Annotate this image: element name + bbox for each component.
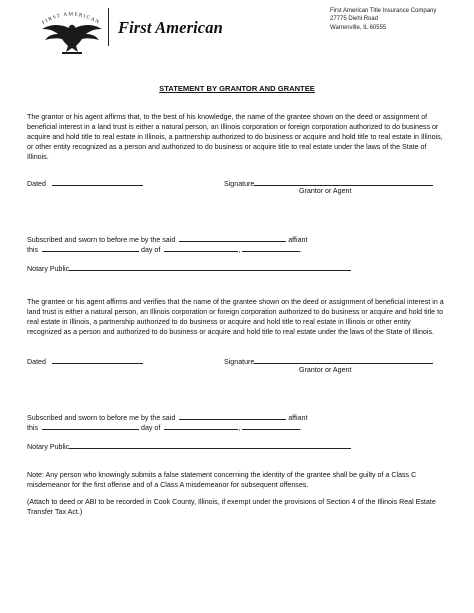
grantor-month-field[interactable] [164, 244, 241, 254]
this-label: this [27, 246, 39, 254]
company-name: First American Title Insurance Company [330, 8, 437, 14]
notary-label: Notary Public [27, 443, 70, 451]
period: . [300, 246, 303, 254]
penalty-note: Note: Any person who knowingly submits a false statement concerning the identity of the grantee shall be guilty of a Class C misdemeanor for the first offense and of a Class A misdemeanor for subsequent offenses. [27, 471, 417, 489]
affiant-label: affiant [288, 236, 308, 244]
day-of-label: day of [141, 246, 161, 254]
grantee-notary-line [27, 441, 351, 452]
grantor-notary-line [27, 263, 351, 274]
period: . [300, 424, 303, 432]
grantee-dated-line [27, 356, 143, 367]
grantor-signature-field[interactable] [254, 178, 433, 186]
grantee-signer-caption: Grantor or Agent [299, 366, 352, 374]
grantor-dated-field[interactable] [52, 178, 143, 186]
signature-label: Signature [224, 180, 255, 188]
svg-text:FIRST AMERICAN: FIRST AMERICAN [40, 11, 102, 27]
notary-label: Notary Public [27, 265, 70, 273]
grantor-affiant-name-field[interactable] [179, 234, 286, 242]
grantee-dated-field[interactable] [52, 356, 143, 364]
brand-name: First American [118, 18, 223, 37]
grantee-notary-field[interactable] [69, 441, 351, 449]
grantor-year-field[interactable] [242, 244, 303, 254]
company-street: 27775 Diehl Road [330, 16, 379, 23]
affiant-label: affiant [288, 414, 308, 422]
eagle-icon [40, 14, 104, 56]
grantee-day-field[interactable] [42, 422, 139, 430]
this-label: this [27, 424, 39, 432]
comma: , [238, 246, 241, 254]
subscribed-label: Subscribed and sworn to before me by the said [27, 236, 176, 244]
grantee-year-field[interactable] [242, 422, 303, 432]
grantor-notary-field[interactable] [69, 263, 351, 271]
first-american-logo [36, 8, 106, 54]
page-title: STATEMENT BY GRANTOR AND GRANTEE [159, 84, 315, 93]
attach-note: (Attach to deed or ABI to be recorded in Cook County, Illinois, if exempt under the provisions of Section 4 of the Illinois Real Estate Transfer Tax Act.) [27, 498, 436, 516]
grantee-signature-field[interactable] [254, 356, 433, 364]
logo-divider [108, 8, 109, 46]
grantor-this-line [27, 244, 302, 255]
day-of-label: day of [141, 424, 161, 432]
subscribed-label: Subscribed and sworn to before me by the said [27, 414, 176, 422]
grantee-paragraph: The grantee or his agent affirms and verifies that the name of the grantee shown on the deed or assignment of beneficial interest in a land trust is either a natural person, an Illinois corporation or foreign corporation authorized to do business or acquire and hold title to real estate in Illinois, a partnership authorized to do business or acquire and hold title to real estate in Illinois or other entity recognized as a person and authorized to do business or acquire and hold title to real estate under the laws of the State of Illinois. [27, 298, 444, 336]
grantor-dated-line [27, 178, 143, 189]
dated-label: Dated [27, 358, 46, 366]
company-city: Warrenville, IL 60555 [330, 24, 387, 31]
signature-label: Signature [224, 358, 255, 366]
grantor-day-field[interactable] [42, 244, 139, 252]
comma: , [238, 424, 241, 432]
grantor-paragraph: The grantor or his agent affirms that, to the best of his knowledge, the name of the grantee shown on the deed or assignment of beneficial interest in a land trust is either a natural person, an Illinois corporation or foreign corporation authorized to do business or acquire and hold title to real estate in Illinois, a partnership authorized to do business or acquire and hold title to real estate in Illinois, or other entity recognized as a person and authorized to do business or acquire title to real estate under the laws of the State of Illinois. [27, 113, 443, 161]
grantee-affiant-name-field[interactable] [179, 412, 286, 420]
dated-label: Dated [27, 180, 46, 188]
grantee-this-line [27, 422, 302, 433]
grantee-month-field[interactable] [164, 422, 241, 432]
grantor-signer-caption: Grantor or Agent [299, 187, 352, 195]
company-address [330, 7, 436, 32]
